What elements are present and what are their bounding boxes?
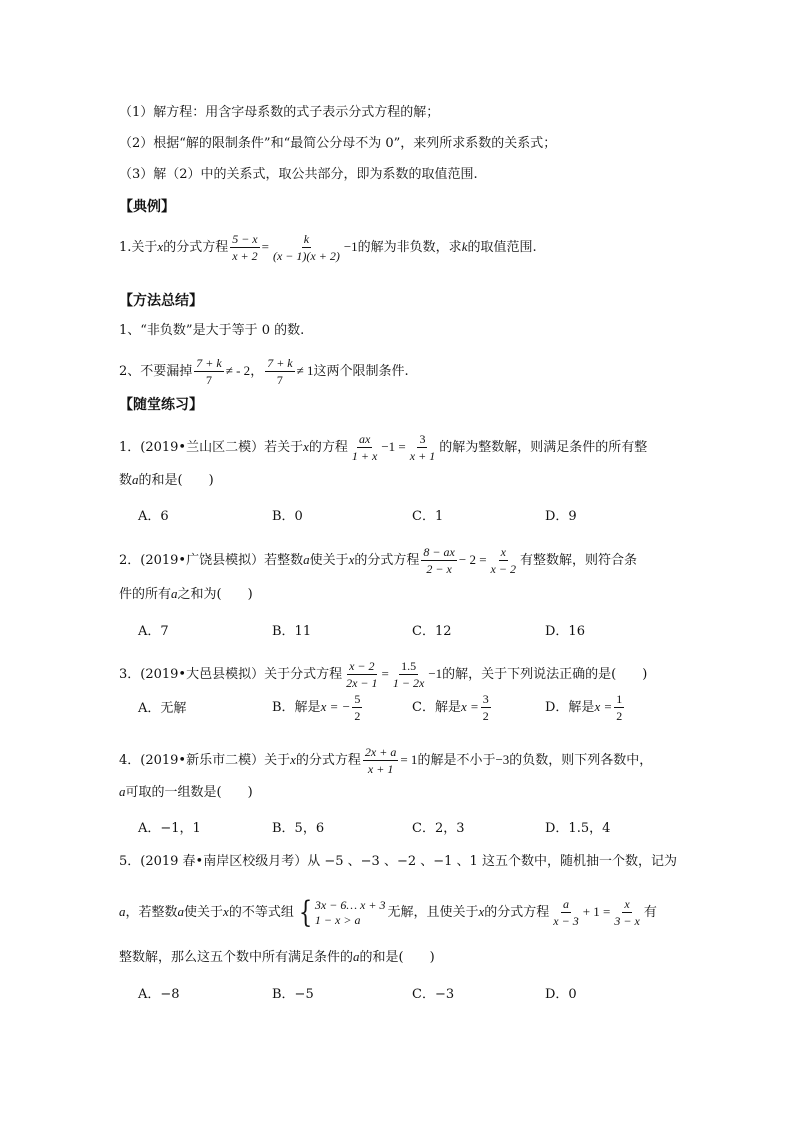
question-text: 的方程 xyxy=(308,440,348,455)
inequality-system xyxy=(296,894,386,930)
question-5-line-2 xyxy=(119,894,657,930)
fraction-numerator: 5 − x xyxy=(232,232,258,246)
question-text: 的解，关于下列说法正确的是( ) xyxy=(442,667,648,682)
question-text: ，若整数 xyxy=(125,905,178,920)
q2-option-b[interactable]: B．11 xyxy=(272,624,312,639)
question-text: 4．(2019•新乐市二模）关于 xyxy=(119,753,291,768)
fraction-numerator: 2x + a xyxy=(364,745,397,759)
q5-option-b[interactable]: B．−5 xyxy=(272,987,314,1002)
question-text: 的分式方程 xyxy=(295,753,361,768)
fraction-numerator: k xyxy=(303,232,310,246)
question-text: 无解，且使关于 xyxy=(387,905,479,920)
option-text: D．解是 xyxy=(545,700,595,715)
question-text: 1．(2019•兰山区二模）若关于 xyxy=(119,440,304,455)
step-1: （1）解方程：用含字母系数的式子表示分式方程的解； xyxy=(119,105,440,120)
fraction xyxy=(344,659,379,690)
question-4-line-2 xyxy=(119,783,253,802)
question-text: 使关于 xyxy=(309,553,349,568)
var-x: x xyxy=(348,552,355,567)
q1-option-c[interactable]: C．1 xyxy=(412,509,444,524)
var-a: a xyxy=(132,472,139,487)
math-term: ≠ 1 xyxy=(296,363,314,378)
fraction-denominator: 7 xyxy=(206,373,212,387)
q3-option-b[interactable] xyxy=(272,692,364,723)
fraction xyxy=(350,432,379,463)
inequality-lines xyxy=(315,898,386,928)
question-text: 件的所有 xyxy=(119,587,172,602)
fraction xyxy=(489,545,518,576)
fraction-numerator: ax xyxy=(358,432,371,446)
q4-option-c[interactable]: C．2，3 xyxy=(412,821,465,836)
example-text: 1.关于 xyxy=(119,240,158,255)
fraction-numerator: x − 2 xyxy=(349,659,375,673)
fraction-numerator: 1 xyxy=(616,692,623,706)
question-text: 的负数，则下列各数中， xyxy=(509,753,653,768)
fraction xyxy=(352,692,362,723)
q5-option-c[interactable]: C．−3 xyxy=(412,987,455,1002)
question-text: 整数解，那么这五个数中所有满足条件的 xyxy=(119,950,354,965)
var-x: x xyxy=(303,439,309,454)
fraction-denominator: (x − 1)(x + 2) xyxy=(272,249,340,263)
math-term: −1 = xyxy=(381,439,406,454)
fraction-numerator: 1.5 xyxy=(401,659,417,673)
q4-option-a[interactable]: A．−1，1 xyxy=(138,821,201,836)
q3-option-d[interactable] xyxy=(545,692,626,723)
var-x: x xyxy=(290,752,296,767)
example-problem xyxy=(119,232,537,263)
math-term: x = − xyxy=(320,699,351,714)
fraction-denominator: 3 − x xyxy=(614,914,640,928)
math-term: x = xyxy=(594,699,613,714)
example-text: 的分式方程 xyxy=(163,240,229,255)
fraction xyxy=(194,356,223,387)
question-1 xyxy=(119,432,647,463)
math-term: −1 xyxy=(343,239,358,254)
q5-option-a[interactable]: A．−8 xyxy=(138,987,180,1002)
q3-option-c[interactable] xyxy=(412,692,493,723)
var-a: a xyxy=(303,552,310,567)
fraction-denominator: 2 xyxy=(482,709,489,723)
method-item-1: 1、“非负数”是大于等于 0 的数. xyxy=(119,323,305,338)
option-text: C．解是 xyxy=(412,700,461,715)
fraction-numerator: 7 + k xyxy=(196,356,222,370)
fraction-denominator: 1 − 2x xyxy=(392,676,425,690)
question-5: 5．(2019 春•南岸区校级月考）从 −5 、−3 、−2 、−1 、1 这五个数中，随机抽一个数，记为 xyxy=(119,854,677,869)
q1-option-b[interactable]: B．0 xyxy=(272,509,303,524)
q5-option-d[interactable]: D．0 xyxy=(545,987,577,1002)
q2-option-c[interactable]: C．12 xyxy=(412,624,452,639)
math-term: −3 xyxy=(495,752,510,767)
example-text: 的解为非负数，求 xyxy=(357,240,462,255)
var-a: a xyxy=(119,904,126,919)
question-3 xyxy=(119,659,647,690)
math-term: −1 xyxy=(428,666,443,681)
question-text: 的解为整数解，则满足条件的所有整 xyxy=(439,440,648,455)
fraction-denominator: 2x − 1 xyxy=(346,676,378,690)
question-text: 数 xyxy=(119,473,133,488)
question-text: 2．(2019•广饶县模拟）若整数 xyxy=(119,553,304,568)
var-x: x xyxy=(478,904,485,919)
q2-option-a[interactable]: A．7 xyxy=(138,624,169,639)
q2-option-d[interactable]: D．16 xyxy=(545,624,585,639)
math-term: − 2 = xyxy=(458,552,487,567)
fraction xyxy=(421,545,456,576)
question-5-line-3 xyxy=(119,948,435,967)
fraction-denominator: 2 − x xyxy=(426,562,452,576)
method-item-2 xyxy=(119,356,409,387)
question-2 xyxy=(119,545,637,576)
question-4 xyxy=(119,745,652,776)
equals-sign: = xyxy=(381,666,389,681)
fraction-numerator: x xyxy=(500,545,506,559)
math-term: = 1 xyxy=(400,752,418,767)
question-text: 的不等式组 xyxy=(228,905,294,920)
fraction-denominator: x + 1 xyxy=(409,449,436,463)
inequality-2: 1 − x > a xyxy=(314,912,361,927)
var-x: x xyxy=(223,904,229,919)
var-a: a xyxy=(171,586,178,601)
method-text: ， xyxy=(250,364,264,379)
fraction-denominator: x + 2 xyxy=(232,249,258,263)
fraction xyxy=(408,432,437,463)
fraction-numerator: 3 xyxy=(482,692,489,706)
q4-option-b[interactable]: B．5，6 xyxy=(272,821,325,836)
fraction xyxy=(230,232,259,263)
fraction-denominator: x − 2 xyxy=(490,562,516,576)
fraction-denominator: x − 3 xyxy=(553,914,579,928)
question-text: 的解是不小于 xyxy=(417,753,496,768)
step-2: （2）根据“解的限制条件”和“最简公分母不为 0”，来列所求系数的关系式； xyxy=(119,136,557,151)
var-x: x xyxy=(157,239,164,254)
step-3: （3）解（2）中的关系式，取公共部分，即为系数的取值范围. xyxy=(119,167,478,182)
math-term: x = xyxy=(460,699,479,714)
question-text: 有 xyxy=(643,905,657,920)
question-text: 的和是( ) xyxy=(138,473,214,488)
question-text: 可取的一组数是( ) xyxy=(125,785,253,800)
fraction-numerator: 8 − ax xyxy=(423,545,455,559)
math-term: + 1 = xyxy=(582,904,611,919)
heading-practice: 【随堂练习】 xyxy=(119,397,203,413)
fraction-numerator: x xyxy=(624,897,630,911)
q1-option-d[interactable]: D．9 xyxy=(545,509,577,524)
question-1-line-2 xyxy=(119,471,214,490)
math-term: ≠ - 2 xyxy=(225,363,251,378)
question-text: 的分式方程 xyxy=(484,905,550,920)
question-text: 之和为( ) xyxy=(177,587,253,602)
question-text: 的和是( ) xyxy=(359,950,435,965)
heading-method: 【方法总结】 xyxy=(119,293,203,309)
fraction-denominator: 2 xyxy=(354,709,361,723)
var-a: a xyxy=(177,904,185,919)
fraction-denominator: x + 1 xyxy=(367,762,394,776)
option-text: B．解是 xyxy=(272,700,321,715)
q1-option-a[interactable]: A．6 xyxy=(138,509,169,524)
method-text: 2、不要漏掉 xyxy=(119,364,193,379)
question-2-line-2 xyxy=(119,585,253,604)
q3-option-a[interactable]: A．无解 xyxy=(138,701,187,716)
inequality-1: 3x − 6… x + 3 xyxy=(314,897,386,912)
var-a: a xyxy=(119,784,126,799)
fraction-denominator: 2 xyxy=(616,709,623,723)
fraction xyxy=(391,659,426,690)
fraction xyxy=(551,897,580,928)
var-a: a xyxy=(353,949,360,964)
method-text: 这两个限制条件. xyxy=(313,364,409,379)
fraction xyxy=(481,692,491,723)
question-text: 的分式方程 xyxy=(354,553,420,568)
fraction xyxy=(614,692,624,723)
fraction xyxy=(612,897,641,928)
fraction-numerator: 7 + k xyxy=(267,356,293,370)
fraction-numerator: 5 xyxy=(354,692,361,706)
fraction-numerator: a xyxy=(562,897,569,911)
equals-sign: = xyxy=(261,239,269,254)
brace-icon: { xyxy=(298,894,313,930)
example-text: 的取值范围. xyxy=(467,240,537,255)
heading-example: 【典例】 xyxy=(119,199,175,215)
question-text: 使关于 xyxy=(184,905,224,920)
var-k: k xyxy=(461,239,468,254)
question-text: 有整数解，则符合条 xyxy=(519,553,637,568)
question-text: 3．(2019•大邑县模拟）关于分式方程 xyxy=(119,667,343,682)
fraction-numerator: 3 xyxy=(419,432,426,446)
q4-option-d[interactable]: D．1.5，4 xyxy=(545,821,611,836)
fraction-denominator: 7 xyxy=(276,373,283,387)
fraction xyxy=(265,356,294,387)
fraction-denominator: 1 + x xyxy=(351,449,378,463)
fraction xyxy=(271,232,342,263)
fraction xyxy=(363,745,398,776)
